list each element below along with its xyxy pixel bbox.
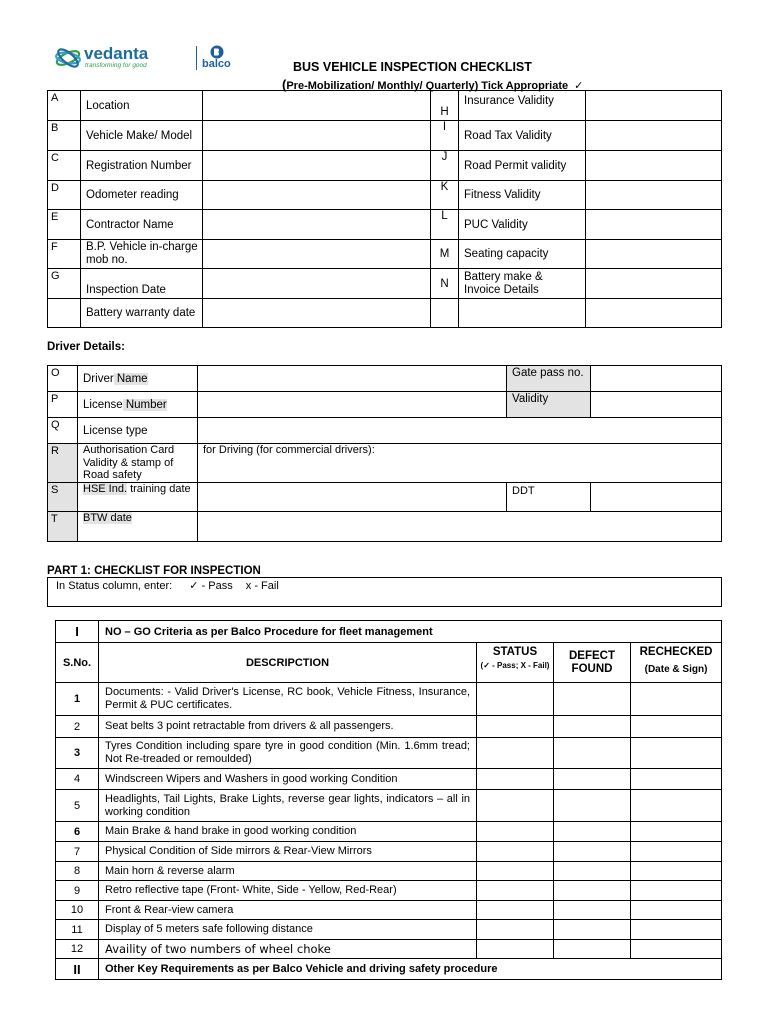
row-letter: T [48,512,78,542]
item-number: 4 [56,769,99,790]
defect-cell[interactable] [554,862,631,881]
rechecked-cell[interactable] [631,940,722,959]
rechecked-cell[interactable] [631,738,722,769]
item-description: Main Brake & hand brake in good working condition [99,822,477,842]
fail-text: x - Fail [245,580,279,592]
rechecked-cell[interactable] [631,683,722,716]
status-cell[interactable] [477,842,554,862]
driver-row [48,444,722,483]
row-letter: O [48,366,78,392]
status-cell[interactable] [477,862,554,881]
row-label: License type [78,418,198,444]
status-note: (✓ - Pass; X - Fail) [480,661,550,670]
item-description: Headlights, Tail Lights, Brake Lights, reverse gear lights, indicators – all in working condition [99,790,477,822]
checklist-item-row [56,716,722,738]
row-letter [48,299,81,328]
driver-details-table [47,365,722,542]
value-field[interactable] [203,121,431,151]
row-label [459,299,586,328]
label-part: License [83,398,123,411]
vehicle-details-table [47,90,722,328]
vedanta-tagline: transforming for good [85,62,147,69]
status-cell[interactable] [477,822,554,842]
vehicle-row [48,299,722,328]
row-letter: A [48,91,81,121]
value-field[interactable] [586,181,722,210]
vehicle-row [48,121,722,151]
status-prefix: In Status column, enter: [56,580,173,592]
rechecked-cell[interactable] [631,822,722,842]
item-description: Seat belts 3 point retractable from drivers & all passengers. [99,716,477,738]
item-description: Documents: - Valid Driver's License, RC book, Vehicle Fitness, Insurance, Permit & PUC certificates. [99,683,477,716]
rechecked-cell[interactable] [631,901,722,920]
value-field[interactable] [586,91,722,121]
value-field[interactable] [203,91,431,121]
row-label: Seating capacity [459,240,586,269]
section-number: II [56,959,99,980]
row-label [78,512,198,542]
driver-row [48,483,722,512]
balco-emblem-icon [210,45,224,59]
row-label [78,483,198,512]
value-field[interactable] [586,299,722,328]
item-number: 10 [56,901,99,920]
rechecked-cell[interactable] [631,881,722,901]
defect-cell[interactable] [554,822,631,842]
col-desc-header: DESCRIPCTION [99,643,477,683]
item-number: 6 [56,822,99,842]
vehicle-row [48,91,722,121]
checklist-item-row [56,862,722,881]
defect-cell[interactable] [554,842,631,862]
checklist-table [55,620,722,980]
vedanta-leaf-icon [55,45,81,71]
driver-details-heading: Driver Details: [47,341,125,353]
driver-row [48,366,722,392]
value-field[interactable] [198,366,507,392]
row-label: Inspection Date [81,269,203,299]
item-number: 2 [56,716,99,738]
part1-title: PART 1: CHECKLIST FOR INSPECTION [47,565,261,577]
item-number: 7 [56,842,99,862]
checklist-item-row [56,901,722,920]
page-title: BUS VEHICLE INSPECTION CHECKLIST [293,60,532,74]
value-field[interactable] [586,121,722,151]
item-description: Tyres Condition including spare tyre in good condition (Min. 1.6mm tread; Not Re-treaded or remoulded) [99,738,477,769]
status-cell[interactable] [477,881,554,901]
label-part-highlight: HSE Ind. [83,483,128,495]
row-label [78,392,198,418]
row-letter: R [48,444,78,483]
vehicle-row [48,269,722,299]
right-label: Gate pass no. [507,366,591,392]
rechecked-label: RECHECKED [639,646,713,658]
value-field[interactable] [203,269,431,299]
section-header-row [56,621,722,643]
rechecked-cell[interactable] [631,862,722,881]
rechecked-cell[interactable] [631,920,722,940]
col-defect-header: DEFECT FOUND [554,643,631,683]
vehicle-row [48,181,722,210]
defect-cell[interactable] [554,901,631,920]
rechecked-cell[interactable] [631,790,722,822]
status-cell[interactable] [477,901,554,920]
row-label: Location [81,91,203,121]
authorisation-note: for Driving (for commercial drivers): [198,444,722,483]
defect-cell[interactable] [554,769,631,790]
row-label: Insurance Validity [459,91,586,121]
item-number: 5 [56,790,99,822]
item-description: Windscreen Wipers and Washers in good working Condition [99,769,477,790]
item-description: Retro reflective tape (Front- White, Side - Yellow, Red-Rear) [99,881,477,901]
pass-text: - Pass [201,580,233,592]
item-number: 3 [56,738,99,769]
value-field[interactable] [586,240,722,269]
status-label: STATUS [492,646,538,658]
col-sno-header: S.No. [56,643,99,683]
value-field[interactable] [203,151,431,181]
column-header-row [56,643,722,683]
value-field[interactable] [591,366,722,392]
label-part-highlight: Name [113,372,148,385]
value-field[interactable] [203,299,431,328]
row-label [78,366,198,392]
row-letter: N [431,269,459,299]
checklist-item-row [56,790,722,822]
row-letter: G [48,269,81,299]
row-letter: P [48,392,78,418]
row-label: Road Permit validity [459,151,586,181]
defect-cell[interactable] [554,790,631,822]
value-field[interactable] [203,210,431,240]
row-label: Road Tax Validity [459,121,586,151]
status-cell[interactable] [477,738,554,769]
driver-row [48,418,722,444]
status-cell[interactable] [477,683,554,716]
value-field[interactable] [198,418,722,444]
logo [55,44,240,74]
vehicle-row [48,210,722,240]
section-title: NO – GO Criteria as per Balco Procedure for fleet management [99,621,722,643]
checklist-item-row [56,683,722,716]
row-label: Battery make & Invoice Details [459,269,586,299]
rechecked-cell[interactable] [631,842,722,862]
row-letter: J [431,151,459,181]
row-letter: B [48,121,81,151]
row-label: Registration Number [81,151,203,181]
item-description: Availity of two numbers of wheel choke [99,940,477,959]
vehicle-row [48,151,722,181]
row-letter: Q [48,418,78,444]
subtitle-paren: ( [282,77,287,92]
checklist-item-row [56,842,722,862]
value-field[interactable] [203,240,431,269]
status-instruction-box [47,577,722,607]
defect-cell[interactable] [554,881,631,901]
checklist-item-row [56,738,722,769]
label-part: training date [127,483,191,495]
item-number: 9 [56,881,99,901]
status-cell[interactable] [477,790,554,822]
row-letter: D [48,181,81,210]
value-field[interactable] [586,151,722,181]
rechecked-note: (Date & Sign) [644,664,708,675]
value-field[interactable] [198,483,507,512]
vedanta-wordmark: vedanta [84,44,149,63]
row-letter [431,299,459,328]
pass-tick: ✓ [189,580,199,592]
row-label: Odometer reading [81,181,203,210]
status-cell[interactable] [477,769,554,790]
defect-cell[interactable] [554,683,631,716]
tick-mark: ✓ [574,80,584,92]
label-part: Driver [83,372,114,385]
status-cell[interactable] [477,920,554,940]
item-description: Physical Condition of Side mirrors & Rear-View Mirrors [99,842,477,862]
item-description: Display of 5 meters safe following distance [99,920,477,940]
item-number: 1 [56,683,99,716]
row-letter: E [48,210,81,240]
row-label: Contractor Name [81,210,203,240]
row-letter: K [431,181,459,210]
defect-cell[interactable] [554,738,631,769]
checklist-item-row [56,940,722,959]
item-number: 8 [56,862,99,881]
value-field[interactable] [591,392,722,418]
row-letter: I [431,121,459,151]
label-part-highlight: Number [122,398,167,411]
row-label: PUC Validity [459,210,586,240]
row-letter: C [48,151,81,181]
item-description: Main horn & reverse alarm [99,862,477,881]
driver-row [48,512,722,542]
section-number: I [56,621,99,643]
row-letter: S [48,483,78,512]
row-letter: L [431,210,459,240]
rechecked-cell[interactable] [631,716,722,738]
row-letter: H [431,91,459,121]
defect-cell[interactable] [554,940,631,959]
value-field[interactable] [586,269,722,299]
row-label: B.P. Vehicle in-charge mob no. [81,240,203,269]
checklist-item-row [56,881,722,901]
right-label: Validity [507,392,591,418]
label-part-highlight: BTW date [83,512,132,524]
value-field[interactable] [198,392,507,418]
value-field[interactable] [591,483,722,512]
col-status-header [477,643,554,683]
vehicle-row [48,240,722,269]
driver-row [48,392,722,418]
subtitle-text: Pre-Mobilization/ Monthly/ Quarterly) Tick Appropriate [286,80,569,92]
checklist-item-row [56,769,722,790]
value-field[interactable] [586,210,722,240]
row-label: Authorisation Card Validity & stamp of Road safety [78,444,198,483]
row-letter: M [431,240,459,269]
rechecked-cell[interactable] [631,769,722,790]
checklist-item-row [56,920,722,940]
row-label: Vehicle Make/ Model [81,121,203,151]
row-label: Fitness Validity [459,181,586,210]
item-description: Front & Rear-view camera [99,901,477,920]
value-field[interactable] [198,512,722,542]
item-number: 12 [56,940,99,959]
checklist-item-row [56,822,722,842]
defect-cell[interactable] [554,716,631,738]
balco-wordmark: balco [202,58,231,70]
logo-divider [196,46,197,70]
value-field[interactable] [203,181,431,210]
status-cell[interactable] [477,716,554,738]
right-label: DDT [507,483,591,512]
item-number: 11 [56,920,99,940]
row-label: Battery warranty date [81,299,203,328]
status-cell[interactable] [477,940,554,959]
section-title: Other Key Requirements as per Balco Vehicle and driving safety procedure [99,959,722,980]
col-rechecked-header [631,643,722,683]
section-header-row [56,959,722,980]
defect-cell[interactable] [554,920,631,940]
row-letter: F [48,240,81,269]
